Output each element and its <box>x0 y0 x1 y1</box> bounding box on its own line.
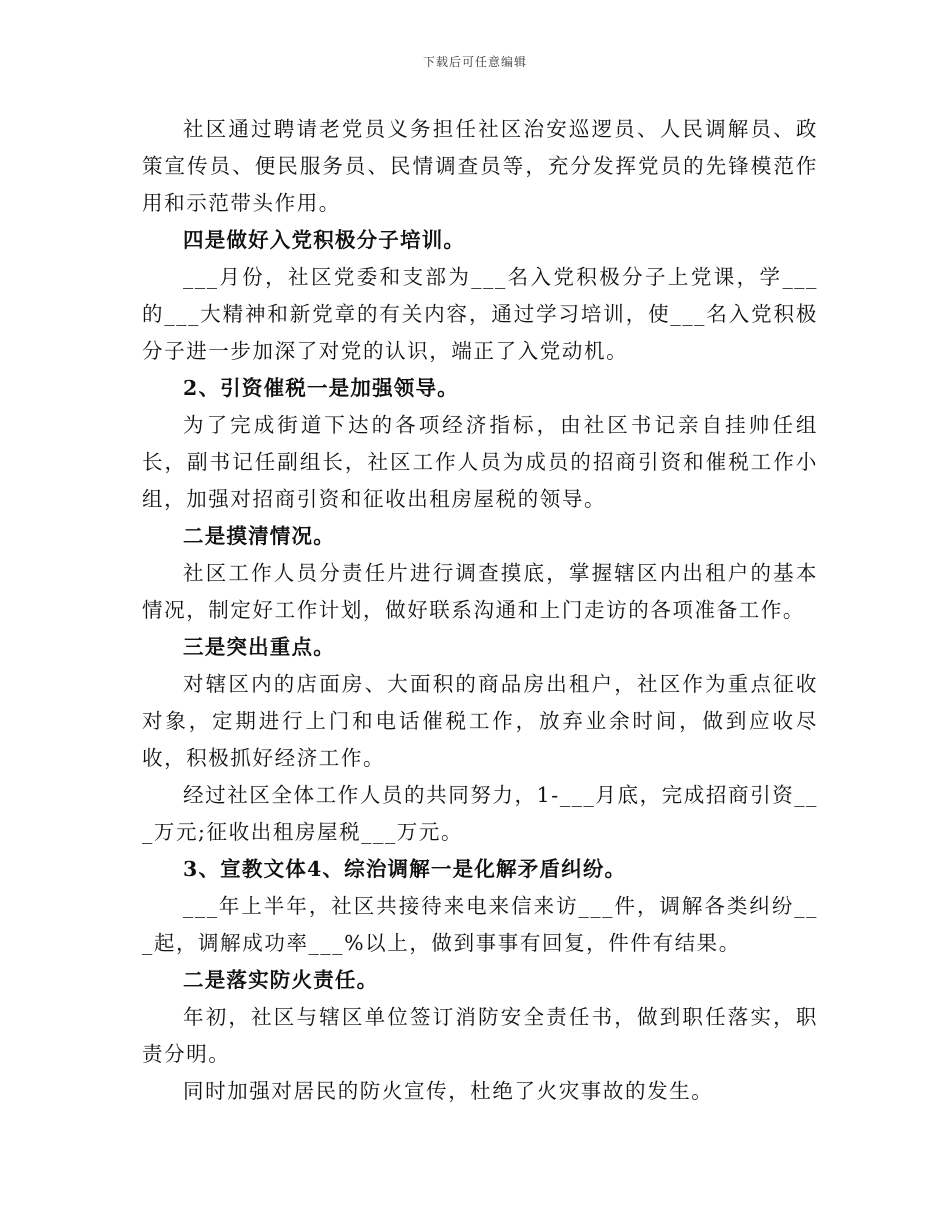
paragraph-activist-training: ___月份，社区党委和支部为___名入党积极分子上党课，学___的___大精神和新党章的有关内容，通过学习培训，使___名入党积极分子进一步加深了对党的认识，端正了入党动机。 <box>142 265 818 363</box>
heading-activist-training: 四是做好入党积极分子培训。 <box>183 228 466 252</box>
paragraph-fire-publicity: 同时加强对居民的防火宣传，杜绝了火灾事故的发生。 <box>183 1079 714 1103</box>
paragraph-focus: 对辖区内的店面房、大面积的商品房出租户，社区作为重点征收对象，定期进行上门和电话催税工作，放弃业余时间，做到应收尽收，积极抓好经济工作。 <box>142 672 818 770</box>
heading-tax-leadership: 2、引资催税一是加强领导。 <box>183 376 459 400</box>
paragraph-mediation: ___年上半年，社区共接待来电来信来访___件，调解各类纠纷___起，调解成功率___%以上，做到事事有回复，件件有结果。 <box>142 894 818 955</box>
heading-fire-safety: 二是落实防火责任。 <box>183 968 379 992</box>
header-note: 下载后可任意编辑 <box>422 55 527 69</box>
paragraph-party-volunteers: 社区通过聘请老党员义务担任社区治安巡逻员、人民调解员、政策宣传员、便民服务员、民情调查员等，充分发挥党员的先锋模范作用和示范带头作用。 <box>142 117 818 215</box>
paragraph-tax-leadership: 为了完成街道下达的各项经济指标，由社区书记亲自挂帅任组长，副书记任副组长，社区工作人员为成员的招商引资和催税工作小组，加强对招商引资和征收出租房屋税的领导。 <box>142 413 818 511</box>
heading-survey: 二是摸清情况。 <box>183 524 335 548</box>
heading-focus: 三是突出重点。 <box>183 635 335 659</box>
document-body <box>142 111 818 1110</box>
heading-mediation: 3、宣教文体4、综治调解一是化解矛盾纠纷。 <box>183 857 627 881</box>
paragraph-results: 经过社区全体工作人员的共同努力，1-___月底，完成招商引资___万元;征收出租房屋税___万元。 <box>142 783 818 844</box>
paragraph-survey: 社区工作人员分责任片进行调查摸底，掌握辖区内出租户的基本情况，制定好工作计划，做好联系沟通和上门走访的各项准备工作。 <box>142 561 818 622</box>
paragraph-fire-safety: 年初，社区与辖区单位签订消防安全责任书，做到职任落实，职责分明。 <box>142 1005 818 1066</box>
